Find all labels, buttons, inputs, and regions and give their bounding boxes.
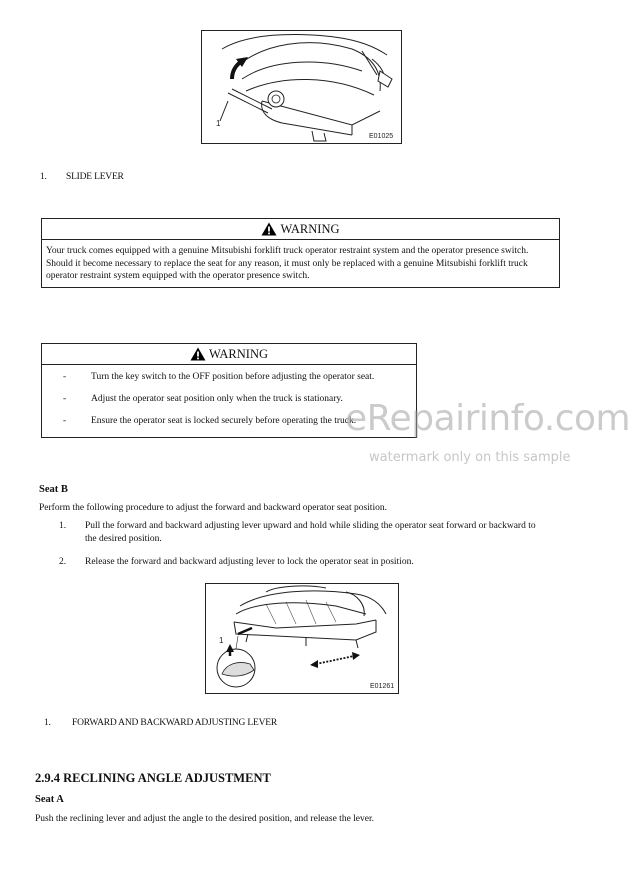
figure-code: E01261 (370, 683, 395, 690)
caption-number: 1. (44, 718, 51, 728)
list-item-text: Turn the key switch to the OFF position before adjusting the operator seat. (91, 372, 375, 382)
warning-list-item (42, 366, 416, 388)
figure-code: E01025 (369, 133, 394, 140)
step-number: 1. (59, 521, 67, 531)
watermark-logo: eRepairinfo.com (345, 398, 630, 439)
seat-adjusting-lever-illustration (206, 584, 398, 693)
warning-label: WARNING (280, 221, 340, 236)
warning-header (42, 219, 559, 240)
seat-slide-lever-illustration (202, 31, 401, 143)
warning-box (41, 218, 560, 288)
list-item-text: Ensure the operator seat is locked securely before operating the truck. (91, 416, 357, 426)
watermark-note: watermark only on this sample (369, 450, 571, 465)
seat-b-heading: Seat B (39, 484, 68, 495)
step-number: 2. (59, 557, 67, 567)
seat-b-step (39, 520, 559, 550)
seat-b-step (39, 556, 559, 570)
caption-text: SLIDE LEVER (66, 172, 124, 182)
list-dash: - (63, 394, 67, 404)
step-text: Release the forward and backward adjusting lever to lock the operator seat in position. (85, 557, 414, 567)
step-text: Pull the forward and backward adjusting lever upward and hold while sliding the operator seat forward or backward to the desired position. (85, 521, 536, 544)
seat-slide-lever-figure (201, 30, 402, 144)
caption-number: 1. (40, 172, 47, 182)
seat-adjusting-lever-figure (205, 583, 399, 694)
list-dash: - (63, 416, 67, 426)
figure-caption (40, 172, 240, 184)
section-title: 2.9.4 RECLINING ANGLE ADJUSTMENT (35, 771, 271, 785)
figure-callout: 1 (216, 119, 221, 128)
warning-icon (190, 347, 206, 361)
caption-text: FORWARD AND BACKWARD ADJUSTING LEVER (72, 718, 277, 728)
warning-header (42, 344, 416, 365)
figure-callout: 1 (219, 636, 224, 645)
figure-caption (44, 718, 364, 730)
warning-label: WARNING (208, 346, 269, 361)
seat-b-intro: Perform the following procedure to adjust the forward and backward operator seat position. (39, 503, 387, 513)
warning-text: Your truck comes equipped with a genuine Mitsubishi forklift truck operator restraint system and the operator presence switch. Should it become necessary to replace the seat for any reason, it must only be replaced with a genuine Mitsubishi forklift truck operator restraint system equipped with the operator presence switch. (46, 246, 529, 281)
list-item-text: Adjust the operator seat position only when the truck is stationary. (91, 394, 343, 404)
list-dash: - (63, 372, 67, 382)
seat-a-text: Push the reclining lever and adjust the angle to the desired position, and release the lever. (35, 814, 374, 824)
warning-icon (261, 222, 277, 236)
seat-a-heading: Seat A (35, 794, 64, 805)
